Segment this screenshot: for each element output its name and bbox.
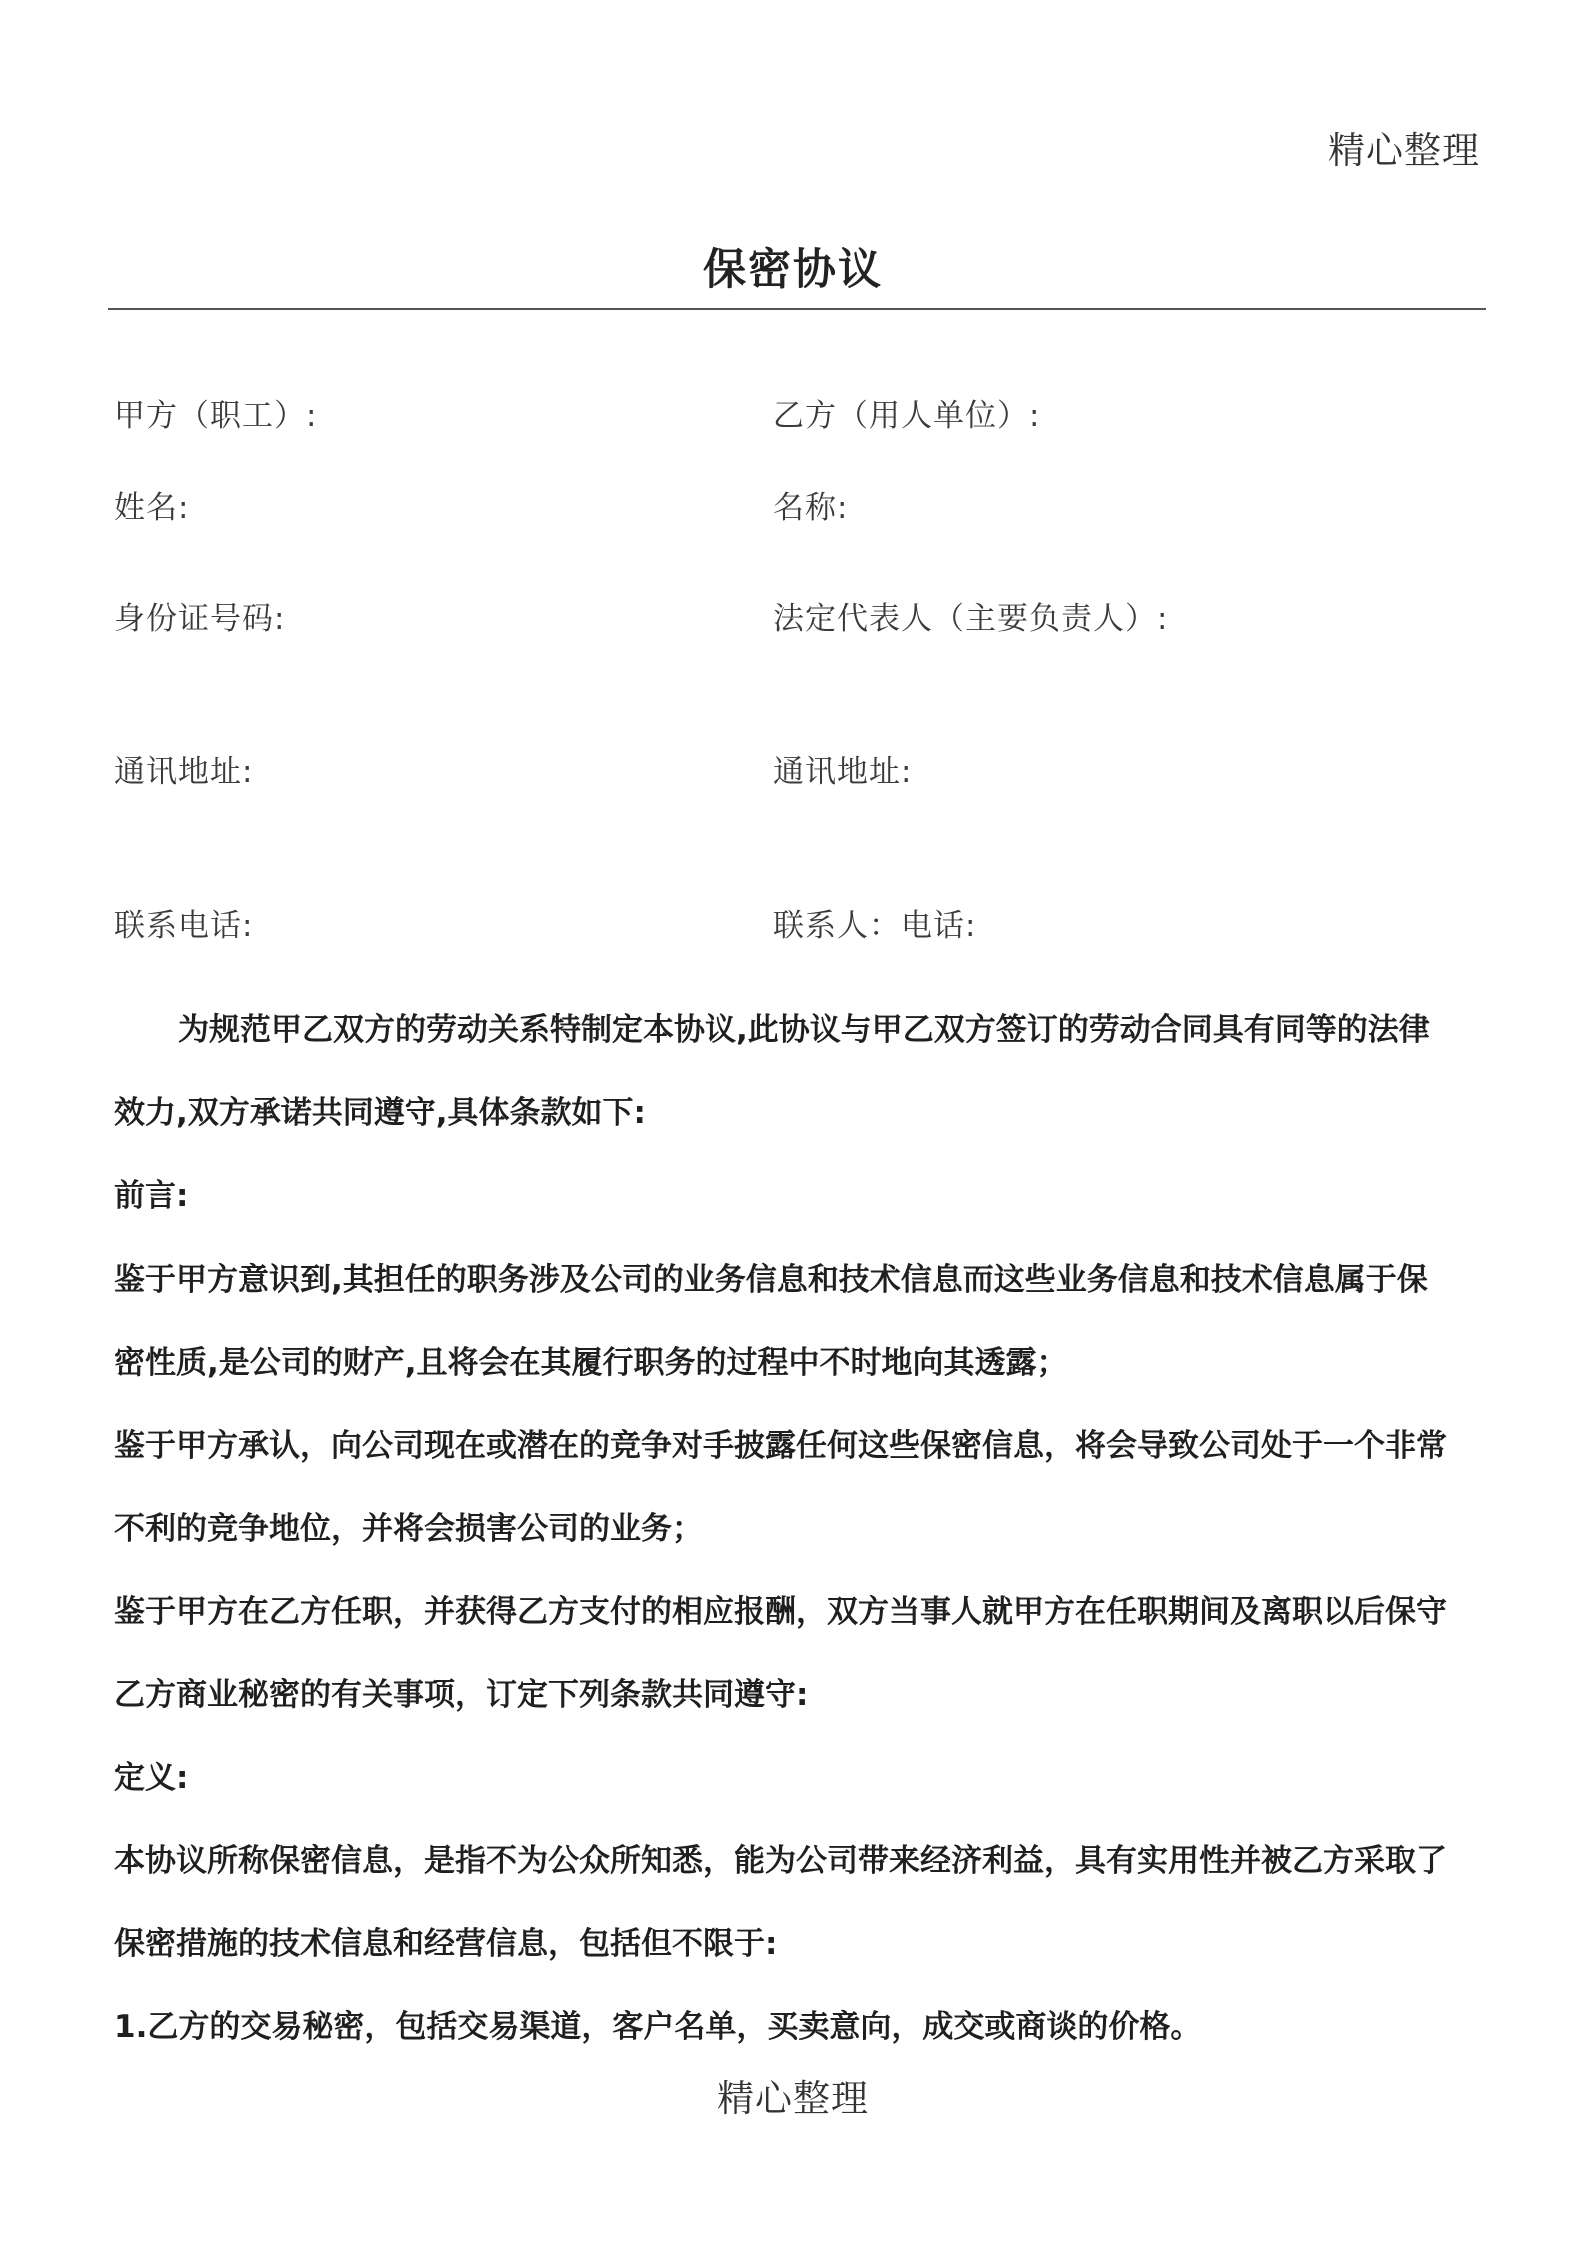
party-b-legal-rep-label: 法定代表人（主要负责人）: [773,601,1169,637]
intro-paragraph-line-1: 为规范甲乙双方的劳动关系特制定本协议,此协议与甲乙双方签订的劳动合同具有同等的法律 [178,1012,1430,1048]
preface-clause-2-line-1: 鉴于甲方承认，向公司现在或潜在的竞争对手披露任何这些保密信息，将会导致公司处于一个非常 [114,1428,1447,1464]
party-b-heading: 乙方（用人单位）: [773,398,1041,434]
party-b-address-label: 通讯地址: [773,754,913,790]
party-b-contact-label: 联系人：电话: [773,908,977,944]
party-a-heading: 甲方（职工）: [114,398,318,434]
preface-clause-3-line-1: 鉴于甲方在乙方任职，并获得乙方支付的相应报酬，双方当事人就甲方在任职期间及离职以后保守 [114,1594,1447,1630]
party-a-address-label: 通讯地址: [114,754,254,790]
party-a-phone-label: 联系电话: [114,908,254,944]
document-title: 保密协议 [703,245,883,295]
party-a-id-label: 身份证号码: [114,601,286,637]
preface-heading: 前言: [114,1178,189,1214]
party-b-name-label: 名称: [773,490,849,526]
preface-clause-3-line-2: 乙方商业秘密的有关事项，订定下列条款共同遵守: [114,1677,809,1713]
definition-paragraph-line-1: 本协议所称保密信息，是指不为公众所知悉，能为公司带来经济利益，具有实用性并被乙方采取了 [114,1843,1447,1879]
intro-paragraph-line-2: 效力,双方承诺共同遵守,具体条款如下: [114,1095,646,1131]
title-divider [108,308,1486,310]
definition-item-1: 1.乙方的交易秘密，包括交易渠道，客户名单，买卖意向，成交或商谈的价格。 [114,2009,1202,2045]
preface-clause-2-line-2: 不利的竞争地位，并将会损害公司的业务； [114,1511,703,1547]
preface-clause-1-line-1: 鉴于甲方意识到,其担任的职务涉及公司的业务信息和技术信息而这些业务信息和技术信息属于保 [114,1262,1428,1298]
footer-note: 精心整理 [717,2077,869,2120]
preface-clause-1-line-2: 密性质,是公司的财产,且将会在其履行职务的过程中不时地向其透露； [114,1345,1068,1381]
definition-paragraph-line-2: 保密措施的技术信息和经营信息，包括但不限于: [114,1926,778,1962]
party-a-name-label: 姓名: [114,490,190,526]
header-note: 精心整理 [1328,129,1480,172]
definition-heading: 定义: [114,1760,189,1796]
